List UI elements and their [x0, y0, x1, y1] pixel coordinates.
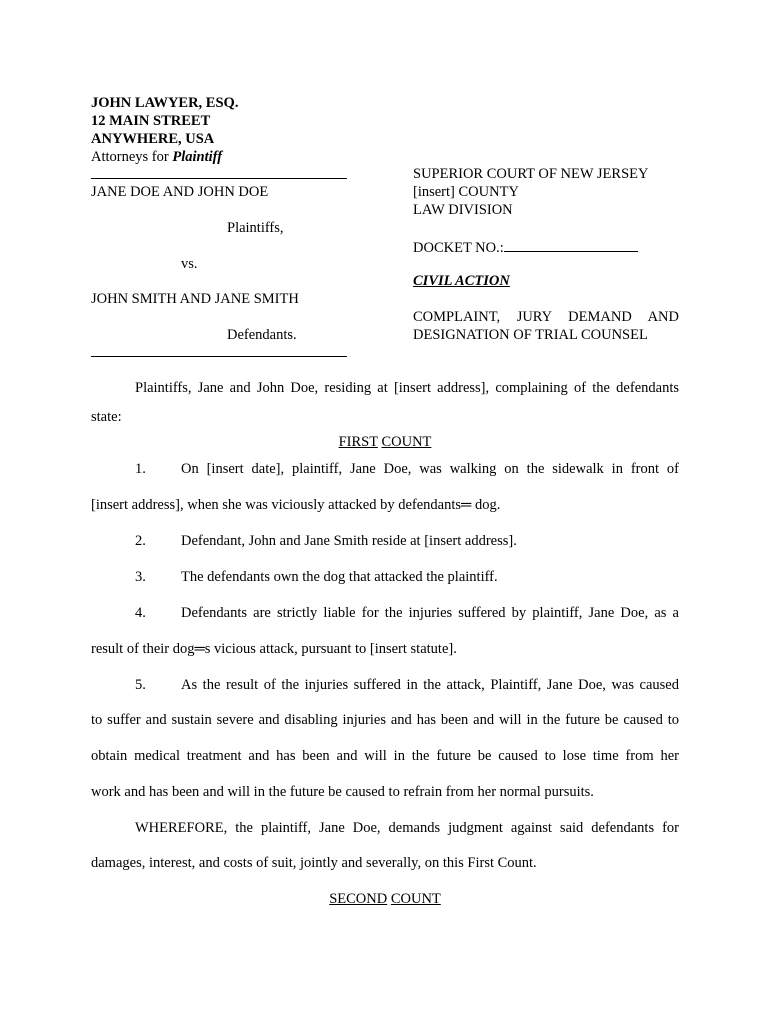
paragraph-5-line1: As the result of the injuries suffered in the attack, Plaintiff, Jane Doe, was caused	[181, 677, 679, 693]
civil-action: CIVIL ACTION	[413, 273, 510, 289]
attorney-role	[91, 148, 222, 166]
second-count-word1: SECOND	[329, 891, 388, 907]
paragraph-3-line1: The defendants own the dog that attacked the plaintiff.	[181, 569, 498, 585]
paragraph-5-line2: to suffer and sustain severe and disabling injuries and has been and will in the future be caused to	[91, 712, 679, 728]
plaintiffs-label: Plaintiffs,	[227, 220, 284, 236]
intro-line2: state:	[91, 409, 122, 425]
docket-label: DOCKET NO.:	[413, 240, 504, 256]
court-division: LAW DIVISION	[413, 202, 513, 218]
paragraph-number: 2.	[135, 533, 146, 549]
attorney-street: 12 MAIN STREET	[91, 113, 211, 129]
intro-line1: Plaintiffs, Jane and John Doe, residing at [insert address], complaining of the defendants	[135, 380, 679, 396]
paragraph-1-line2: [insert address], when she was viciously attacked by defendants═ dog.	[91, 497, 501, 513]
defendants-names: JOHN SMITH AND JANE SMITH	[91, 291, 299, 307]
attorney-city: ANYWHERE, USA	[91, 131, 215, 147]
first-count-heading	[91, 433, 679, 451]
second-count-heading	[91, 890, 679, 908]
plaintiffs-names: JANE DOE AND JOHN DOE	[91, 184, 269, 200]
court-name: SUPERIOR COURT OF NEW JERSEY	[413, 166, 649, 182]
caption-top-rule	[91, 178, 347, 179]
attorney-role-prefix: Attorneys for	[91, 149, 173, 165]
versus: vs.	[181, 256, 198, 272]
first-count-word2: COUNT	[381, 434, 432, 450]
paragraph-number: 3.	[135, 569, 146, 585]
doc-title-line1: COMPLAINT, JURY DEMAND AND	[413, 309, 679, 325]
paragraph-2-line1: Defendant, John and Jane Smith reside at [insert address].	[181, 533, 517, 549]
paragraph-5-line4: work and has been and will in the future be caused to refrain from her normal pursuits.	[91, 784, 594, 800]
wherefore-line1: WHEREFORE, the plaintiff, Jane Doe, demands judgment against said defendants for	[135, 820, 679, 836]
defendants-label: Defendants.	[227, 327, 297, 343]
docket-number	[413, 237, 638, 257]
second-count-word2: COUNT	[390, 891, 441, 907]
caption-bottom-rule	[91, 356, 347, 357]
paragraph-number: 4.	[135, 605, 146, 621]
paragraph-4-line1: Defendants are strictly liable for the injuries suffered by plaintiff, Jane Doe, as a	[181, 605, 679, 621]
first-count-word1: FIRST	[338, 434, 378, 450]
wherefore-line2: damages, interest, and costs of suit, jointly and severally, on this First Count.	[91, 855, 537, 871]
docket-blank	[504, 237, 638, 252]
paragraph-4-line2: result of their dog═s vicious attack, pursuant to [insert statute].	[91, 641, 457, 657]
attorney-role-party: Plaintiff	[172, 149, 223, 165]
attorney-name: JOHN LAWYER, ESQ.	[91, 95, 239, 111]
paragraph-1-line1: On [insert date], plaintiff, Jane Doe, was walking on the sidewalk in front of	[181, 461, 679, 477]
paragraph-5-line3: obtain medical treatment and has been and will in the future be caused to lose time from her	[91, 748, 679, 764]
court-county: [insert] COUNTY	[413, 184, 519, 200]
doc-title-line2: DESIGNATION OF TRIAL COUNSEL	[413, 327, 648, 343]
paragraph-number: 1.	[135, 461, 146, 477]
paragraph-number: 5.	[135, 677, 146, 693]
